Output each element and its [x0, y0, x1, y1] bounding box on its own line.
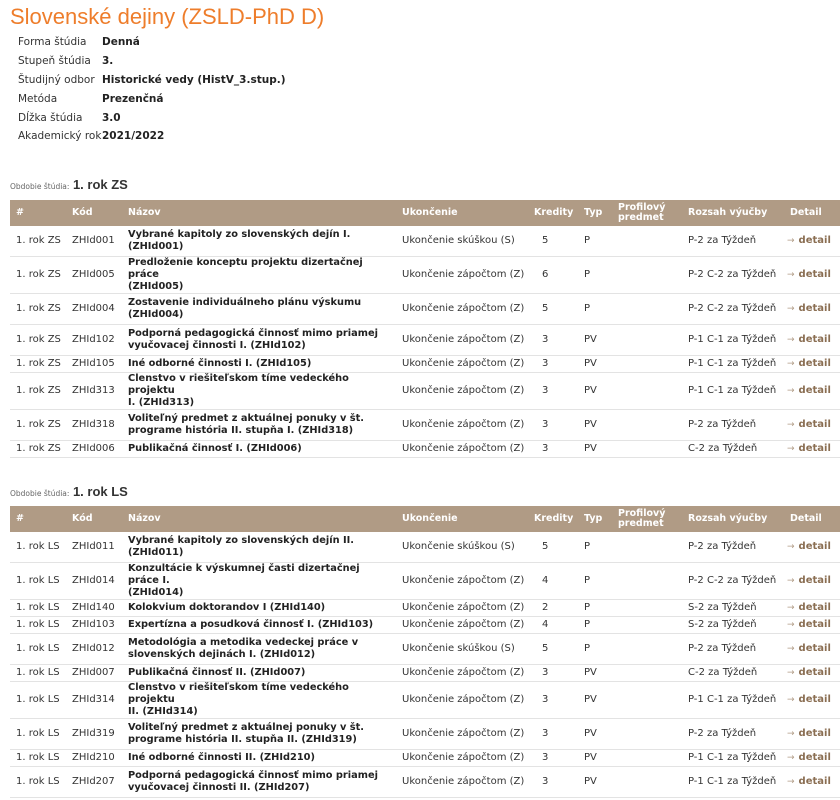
- cell-completion: Ukončenie zápočtom (Z): [396, 294, 528, 325]
- detail-link[interactable]: [784, 617, 840, 634]
- course-name-line: vyučovacej činnosti II. (ZHId207): [128, 782, 310, 793]
- detail-link-label[interactable]: detail: [798, 334, 831, 345]
- cell-name: [122, 532, 396, 563]
- detail-link-label[interactable]: detail: [798, 235, 831, 246]
- table-row: [10, 441, 840, 458]
- column-header-profile: Profilový predmet: [612, 200, 682, 226]
- cell-code: ZHId319: [66, 719, 122, 750]
- cell-completion: Ukončenie skúškou (S): [396, 634, 528, 665]
- cell-scope: C-2 za Týždeň: [682, 441, 784, 458]
- cell-type: P: [578, 563, 612, 600]
- cell-name: [122, 410, 396, 441]
- course-name-line: Publikačná činnosť I. (ZHId006): [128, 443, 302, 454]
- info-label: Dĺžka štúdia: [18, 111, 83, 124]
- detail-link[interactable]: [784, 767, 840, 798]
- detail-link[interactable]: [784, 373, 840, 410]
- info-row: [18, 52, 286, 71]
- cell-type: PV: [578, 665, 612, 682]
- cell-completion: Ukončenie zápočtom (Z): [396, 767, 528, 798]
- column-header-detail: Detail: [784, 506, 840, 532]
- course-name-line: (ZHId011): [128, 547, 184, 558]
- cell-completion: Ukončenie zápočtom (Z): [396, 750, 528, 767]
- arrow-right-icon: →: [787, 777, 795, 787]
- cell-code: ZHId014: [66, 563, 122, 600]
- course-name-line: Iné odborné činnosti II. (ZHId210): [128, 752, 315, 763]
- course-name-line: I. (ZHId313): [128, 397, 195, 408]
- info-row: [18, 89, 286, 108]
- table-row: [10, 325, 840, 356]
- arrow-right-icon: →: [787, 753, 795, 763]
- info-label: Akademický rok: [18, 130, 102, 143]
- info-label: Forma štúdia: [18, 36, 87, 49]
- cell-name: [122, 226, 396, 257]
- arrow-right-icon: →: [787, 359, 795, 369]
- cell-code: ZHId313: [66, 373, 122, 410]
- cell-credits: 3: [528, 373, 578, 410]
- table-header: [10, 506, 840, 532]
- cell-profile: [612, 750, 682, 767]
- course-name-line: Členstvo v riešiteľskom tíme vedeckého projektu: [128, 373, 349, 396]
- course-name-line: Členstvo v riešiteľskom tíme vedeckého projektu: [128, 682, 349, 705]
- column-header-name: Názov: [122, 200, 396, 226]
- cell-period: 1. rok ZS: [10, 325, 66, 356]
- cell-period: 1. rok LS: [10, 665, 66, 682]
- period-label-ls: [10, 485, 128, 501]
- cell-credits: 3: [528, 356, 578, 373]
- period-name: 1. rok LS: [72, 484, 128, 499]
- cell-period: 1. rok LS: [10, 600, 66, 617]
- column-header-credits: Kredity: [528, 200, 578, 226]
- cell-profile: [612, 441, 682, 458]
- cell-credits: 5: [528, 634, 578, 665]
- detail-link-label[interactable]: detail: [798, 776, 831, 787]
- cell-type: P: [578, 617, 612, 634]
- cell-code: ZHId005: [66, 257, 122, 294]
- arrow-right-icon: →: [787, 236, 795, 246]
- course-name-line: Konzultácie k výskumnej časti dizertačnej práce I.: [128, 563, 360, 586]
- course-name-line: Kolokvium doktorandov I (ZHId140): [128, 602, 326, 613]
- cell-type: PV: [578, 410, 612, 441]
- cell-code: ZHId210: [66, 750, 122, 767]
- cell-period: 1. rok LS: [10, 767, 66, 798]
- cell-profile: [612, 634, 682, 665]
- cell-profile: [612, 600, 682, 617]
- arrow-right-icon: →: [787, 729, 795, 739]
- course-name-line: Podporná pedagogická činnosť mimo priamej: [128, 328, 378, 339]
- cell-completion: Ukončenie zápočtom (Z): [396, 257, 528, 294]
- cell-credits: 3: [528, 441, 578, 458]
- cell-profile: [612, 532, 682, 563]
- column-header-num: #: [10, 200, 66, 226]
- cell-code: ZHId012: [66, 634, 122, 665]
- column-header-scope: Rozsah výučby: [682, 506, 784, 532]
- course-name-line: Podporná pedagogická činnosť mimo priamej: [128, 770, 378, 781]
- course-name-line: Zostavenie individuálneho plánu výskumu: [128, 297, 362, 308]
- cell-type: P: [578, 600, 612, 617]
- detail-link-label[interactable]: detail: [798, 358, 831, 369]
- detail-link-label[interactable]: detail: [798, 419, 831, 430]
- arrow-right-icon: →: [787, 695, 795, 705]
- cell-name: [122, 257, 396, 294]
- table-row: [10, 226, 840, 257]
- table-row: [10, 719, 840, 750]
- detail-link[interactable]: [784, 750, 840, 767]
- cell-period: 1. rok LS: [10, 617, 66, 634]
- cell-name: [122, 682, 396, 719]
- course-name-line: Publikačná činnosť II. (ZHId007): [128, 667, 306, 678]
- column-header-scope: Rozsah výučby: [682, 200, 784, 226]
- detail-link-label[interactable]: detail: [798, 575, 831, 586]
- course-name-line: vyučovacej činnosti I. (ZHId102): [128, 340, 306, 351]
- cell-type: P: [578, 634, 612, 665]
- cell-completion: Ukončenie zápočtom (Z): [396, 617, 528, 634]
- cell-period: 1. rok LS: [10, 634, 66, 665]
- table-row: [10, 373, 840, 410]
- cell-completion: Ukončenie zápočtom (Z): [396, 563, 528, 600]
- cell-type: P: [578, 257, 612, 294]
- table-row: [10, 563, 840, 600]
- cell-profile: [612, 226, 682, 257]
- detail-link-label[interactable]: detail: [798, 269, 831, 280]
- table-row: [10, 410, 840, 441]
- cell-scope: P-2 za Týždeň: [682, 719, 784, 750]
- info-row: [18, 127, 286, 146]
- cell-period: 1. rok LS: [10, 532, 66, 563]
- detail-link-label[interactable]: detail: [798, 728, 831, 739]
- info-row: [18, 108, 286, 127]
- info-value: Historické vedy (HistV_3.stup.): [102, 73, 286, 86]
- detail-link-label[interactable]: detail: [798, 385, 831, 396]
- info-label: Metóda: [18, 92, 58, 105]
- cell-scope: P-2 C-2 za Týždeň: [682, 294, 784, 325]
- detail-link[interactable]: [784, 226, 840, 257]
- study-info: [18, 33, 286, 146]
- course-name-line: Vybrané kapitoly zo slovenských dejín II.: [128, 535, 354, 546]
- cell-profile: [612, 410, 682, 441]
- detail-link-label[interactable]: detail: [798, 667, 831, 678]
- table-row: [10, 257, 840, 294]
- detail-link-label[interactable]: detail: [798, 643, 831, 654]
- column-header-completion: Ukončenie: [396, 506, 528, 532]
- detail-link-label[interactable]: detail: [798, 602, 831, 613]
- cell-profile: [612, 325, 682, 356]
- cell-completion: Ukončenie zápočtom (Z): [396, 441, 528, 458]
- detail-link[interactable]: [784, 682, 840, 719]
- course-name-line: Voliteľný predmet z aktuálnej ponuky v št.: [128, 413, 365, 424]
- cell-credits: 6: [528, 257, 578, 294]
- cell-name: [122, 767, 396, 798]
- detail-link-label[interactable]: detail: [798, 619, 831, 630]
- cell-period: 1. rok ZS: [10, 294, 66, 325]
- course-name-line: Vybrané kapitoly zo slovenských dejín I.: [128, 229, 351, 240]
- cell-credits: 3: [528, 682, 578, 719]
- cell-code: ZHId006: [66, 441, 122, 458]
- cell-scope: P-2 za Týždeň: [682, 532, 784, 563]
- cell-profile: [612, 257, 682, 294]
- cell-code: ZHId001: [66, 226, 122, 257]
- cell-name: [122, 665, 396, 682]
- cell-code: ZHId207: [66, 767, 122, 798]
- table-row: [10, 532, 840, 563]
- detail-link-label[interactable]: detail: [798, 541, 831, 552]
- arrow-right-icon: →: [787, 270, 795, 280]
- cell-type: PV: [578, 767, 612, 798]
- course-name-line: (ZHId005): [128, 281, 184, 292]
- table-row: [10, 617, 840, 634]
- arrow-right-icon: →: [787, 668, 795, 678]
- column-header-code: Kód: [66, 506, 122, 532]
- arrow-right-icon: →: [787, 420, 795, 430]
- cell-credits: 4: [528, 563, 578, 600]
- cell-profile: [612, 563, 682, 600]
- cell-code: ZHId103: [66, 617, 122, 634]
- courses-table-ls: [10, 506, 840, 798]
- cell-completion: Ukončenie skúškou (S): [396, 532, 528, 563]
- cell-name: [122, 325, 396, 356]
- cell-credits: 5: [528, 226, 578, 257]
- cell-credits: 3: [528, 767, 578, 798]
- cell-scope: S-2 za Týždeň: [682, 617, 784, 634]
- cell-profile: [612, 617, 682, 634]
- cell-credits: 3: [528, 750, 578, 767]
- course-name-line: programe história II. stupňa II. (ZHId319): [128, 734, 357, 745]
- cell-credits: 5: [528, 532, 578, 563]
- cell-name: [122, 294, 396, 325]
- detail-link[interactable]: [784, 634, 840, 665]
- cell-period: 1. rok ZS: [10, 226, 66, 257]
- cell-completion: Ukončenie zápočtom (Z): [396, 356, 528, 373]
- cell-name: [122, 600, 396, 617]
- cell-scope: C-2 za Týždeň: [682, 665, 784, 682]
- period-label-prefix: Obdobie štúdia:: [10, 182, 70, 191]
- cell-completion: Ukončenie zápočtom (Z): [396, 410, 528, 441]
- cell-code: ZHId004: [66, 294, 122, 325]
- info-label: Študijný odbor: [18, 73, 95, 86]
- cell-period: 1. rok ZS: [10, 356, 66, 373]
- arrow-right-icon: →: [787, 620, 795, 630]
- course-name-line: (ZHId014): [128, 587, 184, 598]
- cell-type: P: [578, 532, 612, 563]
- detail-link[interactable]: [784, 356, 840, 373]
- detail-link[interactable]: [784, 665, 840, 682]
- cell-profile: [612, 356, 682, 373]
- course-name-line: programe história II. stupňa I. (ZHId318): [128, 425, 354, 436]
- cell-completion: Ukončenie zápočtom (Z): [396, 682, 528, 719]
- detail-link[interactable]: [784, 257, 840, 294]
- period-label-zs: [10, 178, 128, 194]
- cell-period: 1. rok ZS: [10, 410, 66, 441]
- table-row: [10, 294, 840, 325]
- cell-credits: 3: [528, 665, 578, 682]
- column-header-credits: Kredity: [528, 506, 578, 532]
- detail-link[interactable]: [784, 532, 840, 563]
- column-header-name: Názov: [122, 506, 396, 532]
- table-row: [10, 665, 840, 682]
- cell-completion: Ukončenie zápočtom (Z): [396, 373, 528, 410]
- info-row: [18, 71, 286, 90]
- cell-profile: [612, 767, 682, 798]
- info-label: Stupeň štúdia: [18, 55, 91, 68]
- cell-period: 1. rok ZS: [10, 373, 66, 410]
- column-header-profile: Profilový predmet: [612, 506, 682, 532]
- cell-period: 1. rok LS: [10, 750, 66, 767]
- column-header-completion: Ukončenie: [396, 200, 528, 226]
- cell-name: [122, 373, 396, 410]
- info-row: [18, 33, 286, 52]
- info-value: 2021/2022: [102, 130, 165, 143]
- arrow-right-icon: →: [787, 386, 795, 396]
- arrow-right-icon: →: [787, 644, 795, 654]
- arrow-right-icon: →: [787, 335, 795, 345]
- cell-scope: P-1 C-1 za Týždeň: [682, 325, 784, 356]
- cell-credits: 4: [528, 617, 578, 634]
- cell-credits: 2: [528, 600, 578, 617]
- cell-profile: [612, 665, 682, 682]
- cell-code: ZHId007: [66, 665, 122, 682]
- column-header-type: Typ: [578, 506, 612, 532]
- cell-scope: P-2 C-2 za Týždeň: [682, 563, 784, 600]
- cell-type: PV: [578, 356, 612, 373]
- cell-type: PV: [578, 682, 612, 719]
- cell-type: PV: [578, 719, 612, 750]
- cell-credits: 3: [528, 325, 578, 356]
- detail-link[interactable]: [784, 600, 840, 617]
- cell-profile: [612, 719, 682, 750]
- cell-scope: P-2 za Týždeň: [682, 226, 784, 257]
- cell-code: ZHId140: [66, 600, 122, 617]
- courses-table-zs: [10, 200, 840, 458]
- info-value: 3.0: [102, 111, 121, 124]
- cell-name: [122, 356, 396, 373]
- column-header-code: Kód: [66, 200, 122, 226]
- cell-completion: Ukončenie skúškou (S): [396, 226, 528, 257]
- table-row: [10, 682, 840, 719]
- table-row: [10, 600, 840, 617]
- cell-name: [122, 719, 396, 750]
- column-header-num: #: [10, 506, 66, 532]
- cell-code: ZHId011: [66, 532, 122, 563]
- cell-period: 1. rok ZS: [10, 441, 66, 458]
- cell-type: PV: [578, 441, 612, 458]
- cell-code: ZHId318: [66, 410, 122, 441]
- cell-name: [122, 441, 396, 458]
- cell-name: [122, 617, 396, 634]
- cell-completion: Ukončenie zápočtom (Z): [396, 325, 528, 356]
- course-name-line: Metodológia a metodika vedeckej práce v: [128, 637, 359, 648]
- arrow-right-icon: →: [787, 603, 795, 613]
- info-value: Denná: [102, 36, 140, 49]
- table-row: [10, 356, 840, 373]
- detail-link[interactable]: [784, 719, 840, 750]
- arrow-right-icon: →: [787, 444, 795, 454]
- cell-code: ZHId105: [66, 356, 122, 373]
- cell-completion: Ukončenie zápočtom (Z): [396, 665, 528, 682]
- detail-link[interactable]: [784, 325, 840, 356]
- info-value: 3.: [102, 55, 114, 68]
- cell-scope: P-1 C-1 za Týždeň: [682, 682, 784, 719]
- cell-scope: P-1 C-1 za Týždeň: [682, 373, 784, 410]
- table-row: [10, 750, 840, 767]
- course-name-line: Voliteľný predmet z aktuálnej ponuky v št.: [128, 722, 365, 733]
- column-header-type: Typ: [578, 200, 612, 226]
- course-name-line: Expertízna a posudková činnosť I. (ZHId103): [128, 619, 374, 630]
- table-row: [10, 767, 840, 798]
- page-title: Slovenské dejiny (ZSLD-PhD D): [10, 4, 325, 29]
- column-header-detail: Detail: [784, 200, 840, 226]
- info-value: Prezenčná: [102, 92, 164, 105]
- cell-scope: P-2 C-2 za Týždeň: [682, 257, 784, 294]
- cell-credits: 3: [528, 719, 578, 750]
- arrow-right-icon: →: [787, 304, 795, 314]
- cell-scope: P-2 za Týždeň: [682, 410, 784, 441]
- table-row: [10, 634, 840, 665]
- cell-profile: [612, 294, 682, 325]
- course-name-line: slovenských dejinách I. (ZHId012): [128, 649, 316, 660]
- cell-scope: P-1 C-1 za Týždeň: [682, 750, 784, 767]
- cell-name: [122, 750, 396, 767]
- cell-completion: Ukončenie zápočtom (Z): [396, 600, 528, 617]
- cell-period: 1. rok LS: [10, 563, 66, 600]
- detail-link-label[interactable]: detail: [798, 694, 831, 705]
- detail-link[interactable]: [784, 410, 840, 441]
- cell-type: P: [578, 226, 612, 257]
- detail-link[interactable]: [784, 563, 840, 600]
- arrow-right-icon: →: [787, 576, 795, 586]
- course-name-line: Predloženie konceptu projektu dizertačnej práce: [128, 257, 363, 280]
- cell-name: [122, 563, 396, 600]
- course-name-line: (ZHId001): [128, 241, 184, 252]
- cell-period: 1. rok LS: [10, 719, 66, 750]
- course-name-line: Iné odborné činnosti I. (ZHId105): [128, 358, 312, 369]
- cell-type: PV: [578, 325, 612, 356]
- cell-scope: S-2 za Týždeň: [682, 600, 784, 617]
- detail-link-label[interactable]: detail: [798, 303, 831, 314]
- cell-code: ZHId102: [66, 325, 122, 356]
- period-label-prefix: Obdobie štúdia:: [10, 489, 70, 498]
- cell-type: P: [578, 294, 612, 325]
- detail-link-label[interactable]: detail: [798, 443, 831, 454]
- cell-completion: Ukončenie zápočtom (Z): [396, 719, 528, 750]
- cell-profile: [612, 373, 682, 410]
- cell-profile: [612, 682, 682, 719]
- cell-name: [122, 634, 396, 665]
- detail-link[interactable]: [784, 294, 840, 325]
- course-name-line: II. (ZHId314): [128, 706, 198, 717]
- cell-code: ZHId314: [66, 682, 122, 719]
- cell-period: 1. rok ZS: [10, 257, 66, 294]
- cell-scope: P-2 za Týždeň: [682, 634, 784, 665]
- cell-type: PV: [578, 373, 612, 410]
- detail-link-label[interactable]: detail: [798, 752, 831, 763]
- detail-link[interactable]: [784, 441, 840, 458]
- cell-period: 1. rok LS: [10, 682, 66, 719]
- cell-credits: 3: [528, 410, 578, 441]
- cell-credits: 5: [528, 294, 578, 325]
- cell-type: PV: [578, 750, 612, 767]
- course-name-line: (ZHId004): [128, 309, 184, 320]
- arrow-right-icon: →: [787, 542, 795, 552]
- cell-scope: P-1 C-1 za Týždeň: [682, 356, 784, 373]
- cell-scope: P-1 C-1 za Týždeň: [682, 767, 784, 798]
- table-header: [10, 200, 840, 226]
- period-name: 1. rok ZS: [72, 177, 128, 192]
